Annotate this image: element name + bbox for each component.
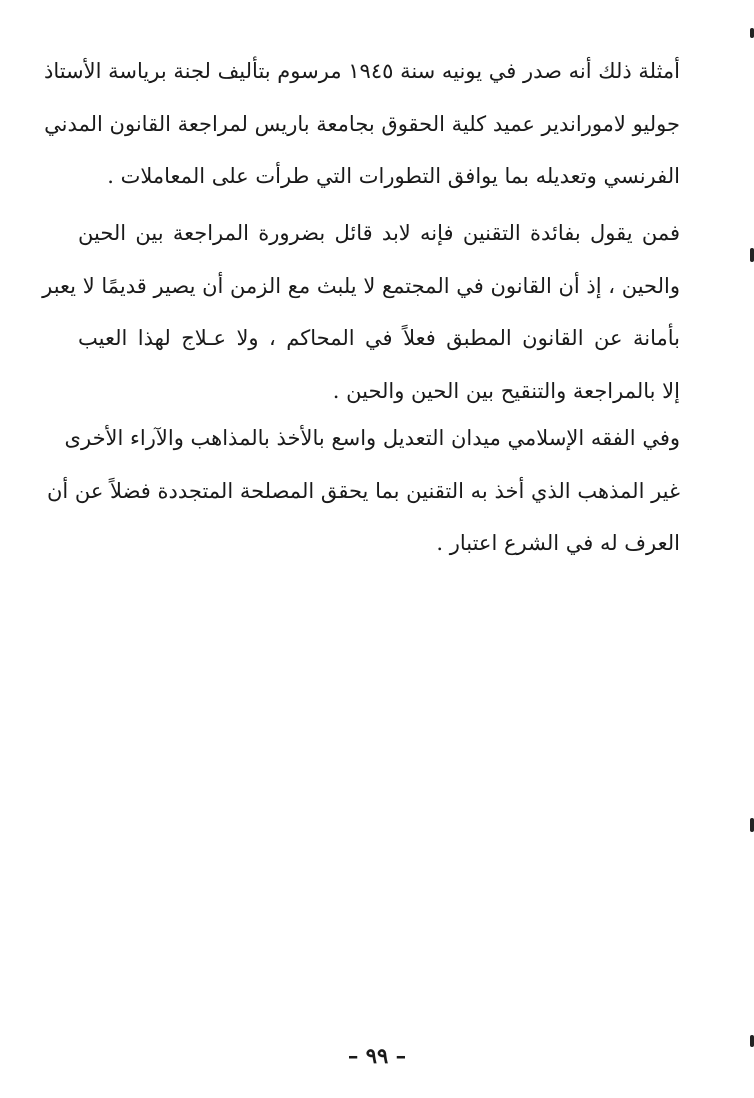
page-number: – ٩٩ – [347, 1043, 407, 1068]
scan-edge-mark [750, 1035, 754, 1047]
paragraph-periodic-revision [42, 207, 680, 417]
scan-edge-mark [750, 28, 754, 38]
paragraph-islamic-jurisprudence [46, 412, 680, 570]
text-line: والحين ، إذ أن القانون في المجتمع لا يلبث مع الزمن أن يصير قديمًا لا يعبر [42, 273, 680, 298]
text-line: أمثلة ذلك أنه صدر في يونيه سنة ١٩٤٥ مرسوم بتأليف لجنة برياسة الأستاذ [43, 59, 680, 83]
text-line: العرف له في الشرع اعتبار . [436, 531, 680, 555]
text-line: إلا بالمراجعة والتنقيح بين الحين والحين . [332, 378, 680, 403]
text-line: فمن يقول بفائدة التقنين فإنه لابد قائل بضرورة المراجعة بين الحين [78, 221, 680, 245]
text-line: بأمانة عن القانون المطبق فعلاً في المحاكم ، ولا عـلاج لهذا العيب [78, 326, 680, 350]
text-line: جوليو لاموراندير عميد كلية الحقوق بجامعة باريس لمراجعة القانون المدني [44, 111, 680, 136]
text-line: وفي الفقه الإسلامي ميدان التعديل واسع بالأخذ بالمذاهب والآراء الأخرى [64, 426, 680, 450]
paragraph-codification-commission [43, 45, 680, 203]
scan-edge-mark [750, 818, 754, 832]
scan-edge-mark [750, 248, 754, 262]
text-line: غير المذهب الذي أخذ به التقنين بما يحقق المصلحة المتجددة فضلاً عن أن [46, 478, 680, 503]
text-line: الفرنسي وتعديله بما يوافق التطورات التي طرأت على المعاملات . [107, 164, 680, 188]
